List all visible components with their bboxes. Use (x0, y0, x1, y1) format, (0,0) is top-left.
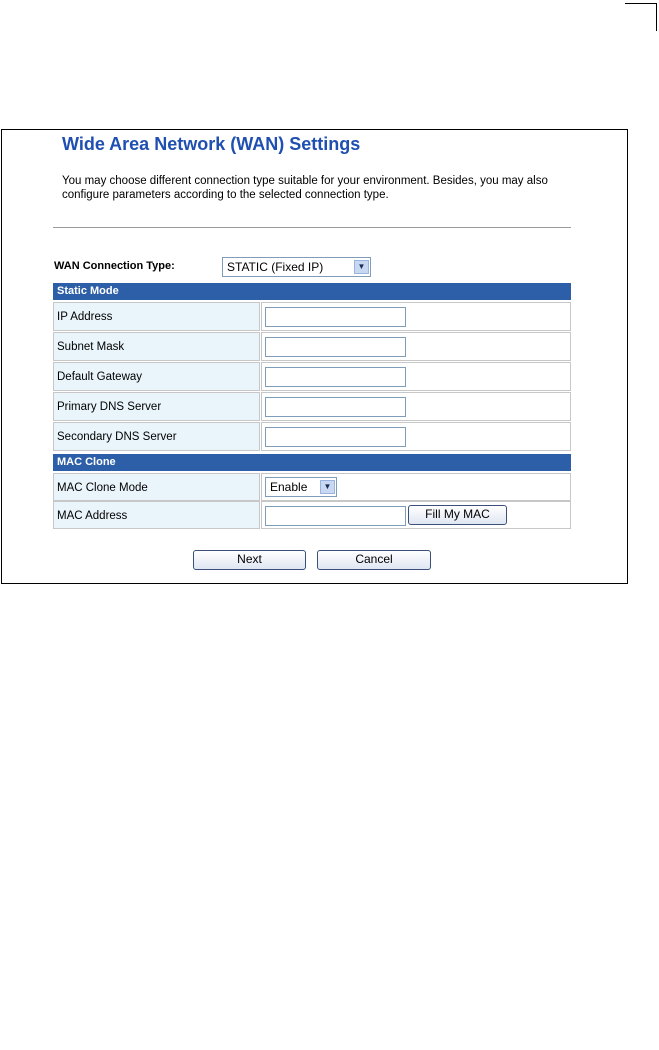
mac-clone-mode-label: MAC Clone Mode (53, 473, 260, 501)
cancel-button[interactable]: Cancel (317, 550, 431, 570)
mac-clone-mode-select[interactable] (265, 477, 337, 497)
mac-address-label: MAC Address (53, 501, 260, 529)
secondary-dns-input[interactable] (265, 427, 406, 447)
wan-connection-type-select[interactable] (222, 257, 371, 277)
subnet-mask-row (53, 332, 571, 361)
default-gateway-label: Default Gateway (53, 362, 260, 391)
default-gateway-row (53, 362, 571, 391)
primary-dns-input[interactable] (265, 397, 406, 417)
wan-connection-type-label: WAN Connection Type: (54, 260, 175, 272)
primary-dns-row (53, 392, 571, 421)
primary-dns-cell (261, 392, 571, 421)
ip-address-cell (261, 302, 571, 331)
wan-connection-type-value: STATIC (Fixed IP) (227, 260, 324, 274)
chevron-down-icon[interactable]: ▼ (320, 480, 335, 494)
default-gateway-cell (261, 362, 571, 391)
ip-address-label: IP Address (53, 302, 260, 331)
mac-address-input[interactable] (265, 506, 406, 526)
mac-clone-mode-cell (261, 473, 571, 501)
next-button[interactable]: Next (193, 550, 306, 570)
subnet-mask-label: Subnet Mask (53, 332, 260, 361)
subnet-mask-cell (261, 332, 571, 361)
fill-my-mac-button[interactable]: Fill My MAC (408, 505, 507, 525)
secondary-dns-label: Secondary DNS Server (53, 422, 260, 451)
mac-address-row (53, 501, 571, 530)
secondary-dns-row (53, 422, 571, 451)
subnet-mask-input[interactable] (265, 337, 406, 357)
page-description: You may choose different connection type suitable for your environment. Besides, you may also configure parameters according to the selected connection type. (62, 175, 548, 201)
divider (53, 227, 571, 228)
static-mode-header: Static Mode (53, 283, 571, 300)
mac-clone-mode-value: Enable (270, 480, 308, 494)
page-title: Wide Area Network (WAN) Settings (62, 134, 361, 154)
ip-address-input[interactable] (265, 307, 406, 327)
secondary-dns-cell (261, 422, 571, 451)
page-corner-mark (625, 3, 657, 31)
primary-dns-label: Primary DNS Server (53, 392, 260, 421)
wan-settings-panel (1, 129, 628, 584)
mac-clone-header: MAC Clone (53, 454, 571, 471)
ip-address-row (53, 302, 571, 331)
default-gateway-input[interactable] (265, 367, 406, 387)
mac-clone-mode-row (53, 473, 571, 502)
mac-address-cell (261, 501, 571, 529)
chevron-down-icon[interactable]: ▼ (354, 260, 369, 274)
wan-connection-type-row (54, 257, 574, 277)
